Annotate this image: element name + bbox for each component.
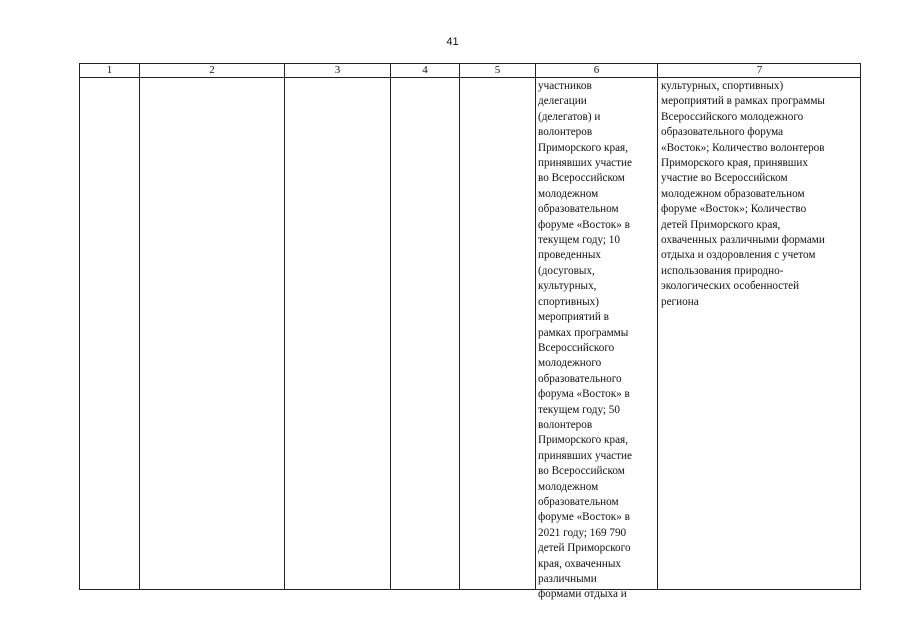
column-divider <box>459 64 460 589</box>
column-divider <box>657 64 658 589</box>
column-6-cell-text: участников делегации (делегатов) и волонтеров Приморского края, принявших участие во Всероссийском молодежном образовательном форуме «Восток» в текущем году; 10 проведенных (досуговых, культурных, спортивных) мероприятий в рамках программы Всероссийского молодежного образовательного форума «Восток» в текущем году; 50 волонтеров Приморского края, принявших участие во Всероссийском молодежном образовательном форуме «Восток» в 2021 году; 169 790 детей Приморского края, охваченных различными формами отдыха и <box>538 80 632 601</box>
column-header-5: 5 <box>494 64 501 76</box>
column-header-4: 4 <box>422 64 428 76</box>
column-divider <box>390 64 391 589</box>
page-number: 41 <box>446 36 459 48</box>
column-header-1: 1 <box>106 64 113 76</box>
column-header-3: 3 <box>334 64 341 76</box>
column-header-2: 2 <box>209 64 215 76</box>
column-divider <box>535 64 536 589</box>
column-divider <box>139 64 140 589</box>
data-table <box>79 63 861 601</box>
header-row-divider <box>80 77 860 78</box>
column-header-6: 6 <box>593 64 600 76</box>
column-7-cell-text: культурных, спортивных) мероприятий в рамках программы Всероссийского молодежного образовательного форума «Восток»; Количество волонтеров Приморского края, принявших участие во Всероссийском молодежном образовательном форуме «Восток»; Количество детей Приморского края, охваченных различными формами отдыха и оздоровления с учетом использования природно- экологических особенностей региона <box>661 80 825 308</box>
column-header-7: 7 <box>756 64 763 76</box>
column-divider <box>284 64 285 589</box>
